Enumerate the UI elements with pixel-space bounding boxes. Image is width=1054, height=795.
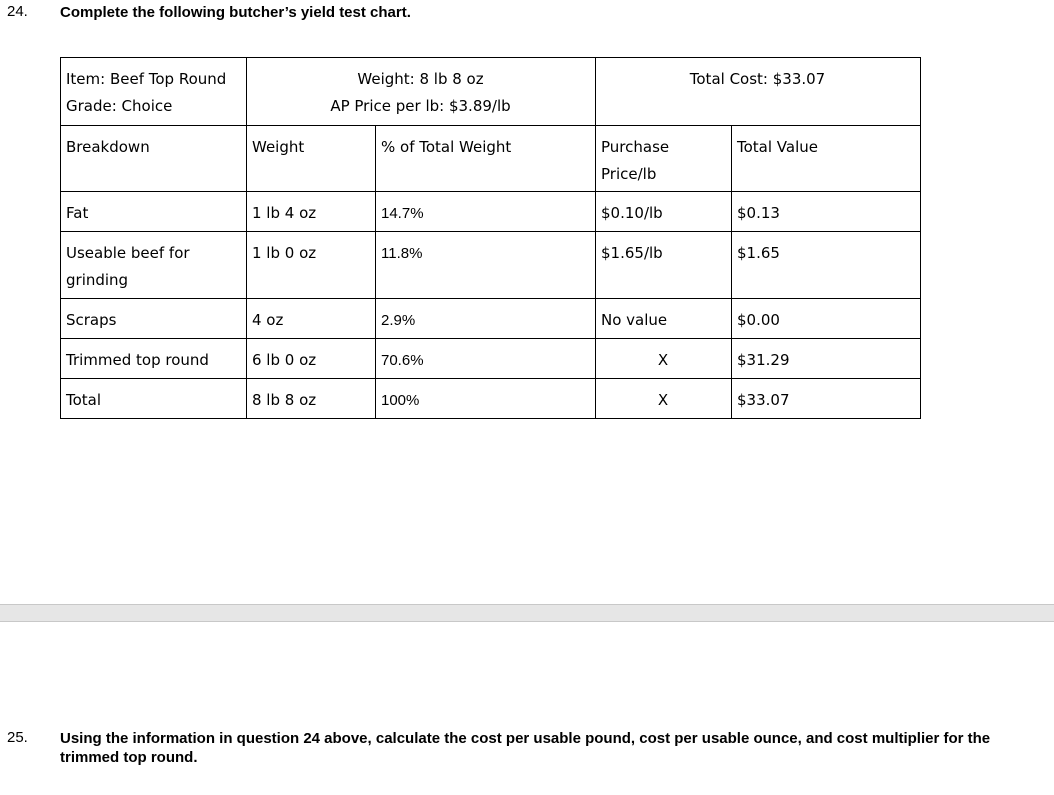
column-header-row [61, 126, 921, 192]
total-cost-label: Total Cost: $33.07 [689, 70, 826, 88]
percent-header: % of Total Weight [376, 126, 596, 192]
question-24-number: 24. [7, 3, 28, 20]
item-grade-cell [61, 58, 247, 126]
total-value-header: Total Value [732, 126, 921, 192]
percent-cell: 11.8% [376, 232, 596, 299]
weight-cell: 4 oz [247, 299, 376, 339]
page-divider [0, 604, 1054, 622]
ap-price-label: AP Price per lb: $3.89/lb [330, 97, 511, 115]
weight-cell: 8 lb 8 oz [247, 379, 376, 419]
value-cell: $33.07 [732, 379, 921, 419]
purchase-price-header: Purchase Price/lb [596, 126, 732, 192]
value-cell: $0.13 [732, 192, 921, 232]
value-cell: $1.65 [732, 232, 921, 299]
weight-label: Weight: 8 lb 8 oz [357, 70, 484, 88]
percent-cell: 14.7% [376, 192, 596, 232]
table-row [61, 192, 921, 232]
question-24-prompt: Complete the following butcher’s yield test chart. [60, 4, 411, 21]
breakdown-cell: Fat [61, 192, 247, 232]
price-cell: $1.65/lb [596, 232, 732, 299]
yield-test-chart [60, 57, 921, 419]
table-row [61, 339, 921, 379]
question-25-prompt: Using the information in question 24 above, calculate the cost per usable pound, cost per usable ounce, and cost multiplier for the trimmed top round. [60, 730, 991, 766]
breakdown-cell: Total [61, 379, 247, 419]
weight-cell: 1 lb 0 oz [247, 232, 376, 299]
percent-cell: 2.9% [376, 299, 596, 339]
weight-cell: 1 lb 4 oz [247, 192, 376, 232]
breakdown-cell: Scraps [61, 299, 247, 339]
chart-header-row [61, 58, 921, 126]
price-cell: X [596, 339, 732, 379]
grade-label: Grade: Choice [66, 97, 173, 115]
table-row-total [61, 379, 921, 419]
question-25-number: 25. [7, 729, 28, 746]
weight-cell: 6 lb 0 oz [247, 339, 376, 379]
table-row [61, 299, 921, 339]
value-cell: $31.29 [732, 339, 921, 379]
breakdown-cell: Useable beef for grinding [61, 232, 247, 299]
breakdown-header: Breakdown [61, 126, 247, 192]
breakdown-cell: Trimmed top round [61, 339, 247, 379]
table-row [61, 232, 921, 299]
price-cell: No value [596, 299, 732, 339]
value-cell: $0.00 [732, 299, 921, 339]
price-cell: X [596, 379, 732, 419]
weight-header: Weight [247, 126, 376, 192]
price-cell: $0.10/lb [596, 192, 732, 232]
total-cost-cell [596, 58, 921, 126]
percent-cell: 70.6% [376, 339, 596, 379]
item-label: Item: Beef Top Round [66, 70, 227, 88]
weight-price-cell [247, 58, 596, 126]
percent-cell: 100% [376, 379, 596, 419]
